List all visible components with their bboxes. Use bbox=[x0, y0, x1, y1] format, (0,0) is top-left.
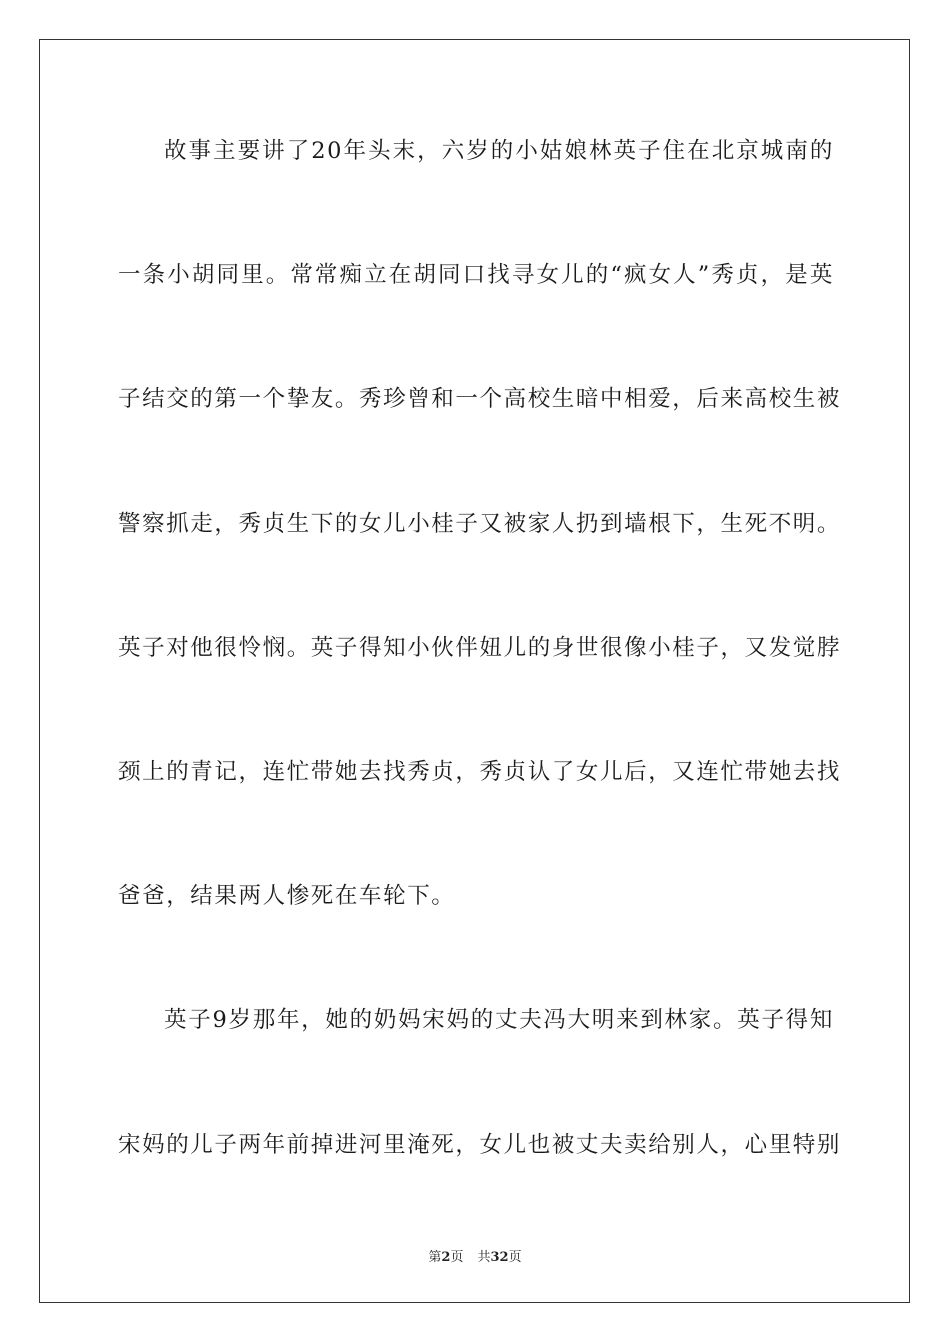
text-line-6: 颈上的青记，连忙带她去找秀贞，秀贞认了女儿后，又连忙带她去找 bbox=[118, 758, 842, 785]
total-pages-number: 32 bbox=[490, 1250, 509, 1265]
page-footer bbox=[0, 1246, 950, 1265]
text-line-2: 一条小胡同里。常常痴立在胡同口找寻女儿的“疯女人”秀贞，是英 bbox=[118, 262, 834, 289]
page-unit: 页 bbox=[450, 1250, 464, 1265]
text-line-7: 爸爸，结果两人惨死在车轮下。 bbox=[118, 883, 456, 910]
current-page-number: 2 bbox=[441, 1250, 451, 1265]
text-line-5: 英子对他很怜悯。英子得知小伙伴妞儿的身世很像小桂子，又发觉脖 bbox=[118, 634, 842, 661]
total-prefix: 共 bbox=[477, 1250, 491, 1265]
text-line-9: 宋妈的儿子两年前掉进河里淹死，女儿也被丈夫卖给别人，心里特别 bbox=[118, 1131, 842, 1158]
text-line-1: 故事主要讲了20年头末，六岁的小姑娘林英子住在北京城南的 bbox=[164, 138, 834, 164]
text-line-8: 英子9岁那年，她的奶妈宋妈的丈夫冯大明来到林家。英子得知 bbox=[164, 1007, 834, 1034]
text-line-4: 警察抓走，秀贞生下的女儿小桂子又被家人扔到墙根下，生死不明。 bbox=[118, 510, 842, 537]
page-prefix: 第 bbox=[428, 1250, 442, 1265]
text-line-3: 子结交的第一个挚友。秀珍曾和一个高校生暗中相爱，后来高校生被 bbox=[118, 386, 842, 413]
document-body bbox=[118, 126, 842, 1244]
total-unit: 页 bbox=[508, 1250, 522, 1265]
